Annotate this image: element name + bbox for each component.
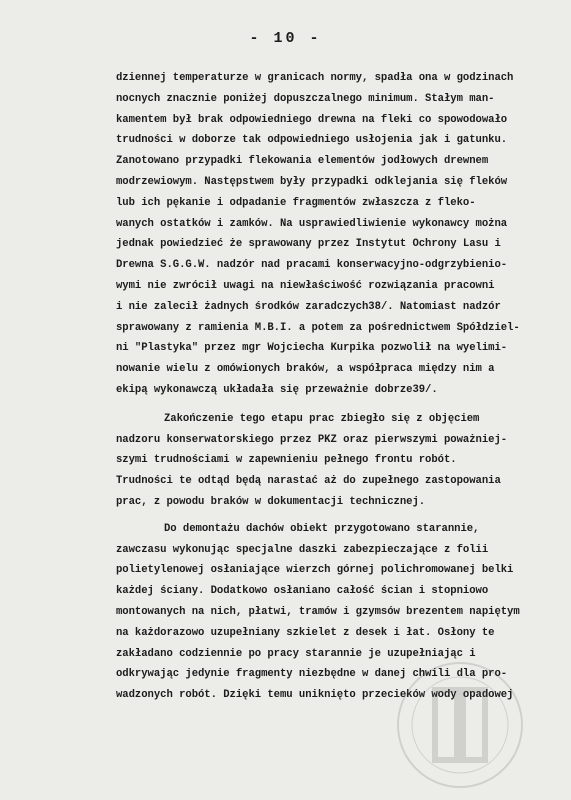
text-line: wanych ostatków i zamków. Na usprawiedliwienie wykonawcy można <box>116 217 508 230</box>
text-line: zawczasu wykonując specjalne daszki zabezpieczające z folii <box>116 543 489 556</box>
text-line: trudności w doborze tak odpowiedniego usłojenia jak i gatunku. <box>116 134 508 147</box>
text-line: Zanotowano przypadki flekowania elementów jodłowych drewnem <box>116 155 489 168</box>
text-line: każdej ściany. Dodatkowo osłaniano całość ścian i stopniowo <box>116 585 489 598</box>
text-line: nocnych znacznie poniżej dopuszczalnego minimum. Stałym man- <box>116 92 495 105</box>
text-line: dziennej temperaturze w granicach normy, spadła ona w godzinach <box>116 72 514 84</box>
text-line: jednak powiedzieć że sprawowany przez Instytut Ochrony Lasu i <box>116 238 501 251</box>
text-line: na każdorazowo uzupełniany szkielet z desek i łat. Osłony te <box>116 626 495 639</box>
text-line: modrzewiowym. Następstwem były przypadki odklejania się fleków <box>116 175 508 188</box>
text-line: wymi nie zwrócił uwagi na niewłaściwość rozwiązania pracowni <box>116 279 495 292</box>
text-line: wadzonych robót. Dzięki temu uniknięto przecieków wody opadowej <box>116 689 514 702</box>
text-line: prac, z powodu braków w dokumentacji technicznej. <box>116 495 426 508</box>
paragraph-1 <box>116 68 561 401</box>
text-line: Zakończenie tego etapu prac zbiegło się z objęciem <box>164 412 480 425</box>
text-line: lub ich pękanie i odpadanie fragmentów zwłaszcza z fleko- <box>116 196 476 209</box>
text-line: sprawowany z ramienia M.B.I. a potem za pośrednictwem Spółdziel- <box>116 321 520 334</box>
text-line: montowanych na nich, płatwi, tramów i gzymsów brezentem napiętym <box>116 605 520 618</box>
text-line: odkrywając jedynie fragmenty niezbędne w danej chwili dla pro- <box>116 668 508 681</box>
page-number: - 10 - <box>249 30 322 47</box>
text-line: ekipą wykonawczą układała się przeważnie dobrze39/. <box>116 383 438 396</box>
text-line: zakładano codziennie po pracy starannie je uzupełniając i <box>116 647 476 660</box>
paragraph-2 <box>116 409 561 513</box>
text-line: Do demontażu dachów obiekt przygotowano starannie, <box>164 522 480 535</box>
document-body <box>116 68 561 706</box>
text-line: nowanie wielu z omówionych braków, a współpraca między nim a <box>116 363 495 376</box>
text-line: polietylenowej osłaniające wierzch górnej polichromowanej belki <box>116 564 514 577</box>
text-line: nadzoru konserwatorskiego przez PKZ oraz pierwszymi poważniej- <box>116 433 508 446</box>
library-watermark-logo <box>385 655 535 795</box>
text-line: ni "Plastyka" przez mgr Wojciecha Kurpika pozwolił na wyelimi- <box>116 342 508 355</box>
text-line: szymi trudnościami w zapewnieniu pełnego frontu robót. <box>116 454 457 467</box>
text-line: kamentem był brak odpowiedniego drewna na fleki co spowodowało <box>116 113 508 126</box>
text-line: Trudności te odtąd będą narastać aż do zupełnego zastopowania <box>116 475 501 488</box>
text-line: i nie zalecił żadnych środków zaradczych38/. Natomiast nadzór <box>116 300 501 313</box>
text-line: Drewna S.G.G.W. nadzór nad pracami konserwacyjno-odgrzybienio- <box>116 259 508 272</box>
